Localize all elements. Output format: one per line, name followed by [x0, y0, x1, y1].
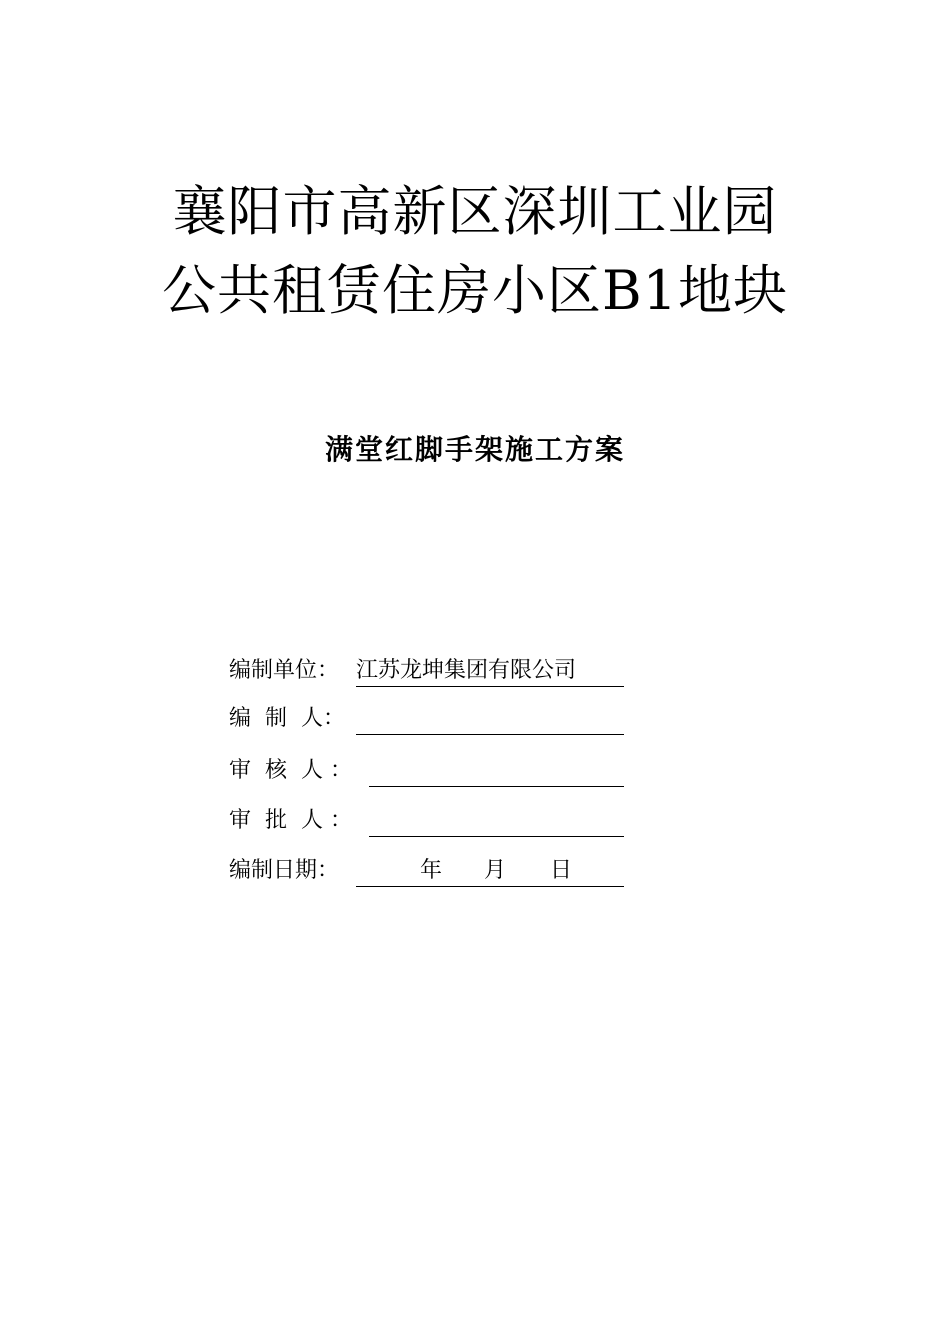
unit-label: 编制单位：	[229, 658, 340, 683]
document-title-line-2: 公共租赁住房小区B1地块	[161, 259, 789, 322]
unit-row	[229, 656, 629, 690]
unit-value: 江苏龙坤集团有限公司	[356, 656, 624, 687]
reviewer-label: 审 核 人 ：	[229, 758, 352, 783]
reviewer-row	[229, 756, 629, 790]
date-month-label: 月	[484, 858, 507, 883]
approver-blank-line	[369, 806, 624, 837]
reviewer-blank-line	[369, 756, 624, 787]
approver-label: 审 批 人 ：	[229, 808, 352, 833]
date-row	[229, 856, 629, 890]
date-year-label: 年	[420, 858, 443, 883]
approver-row	[229, 806, 629, 840]
document-title-line-1: 襄阳市高新区深圳工业园	[172, 180, 778, 243]
editor-label: 编 制 人：	[229, 706, 345, 731]
date-label: 编制日期：	[229, 858, 340, 883]
editor-row	[229, 704, 629, 738]
date-blank-line	[356, 856, 624, 887]
document-subtitle: 满堂红脚手架施工方案	[324, 433, 625, 466]
date-day-label: 日	[550, 858, 573, 883]
editor-blank-line	[356, 704, 624, 735]
